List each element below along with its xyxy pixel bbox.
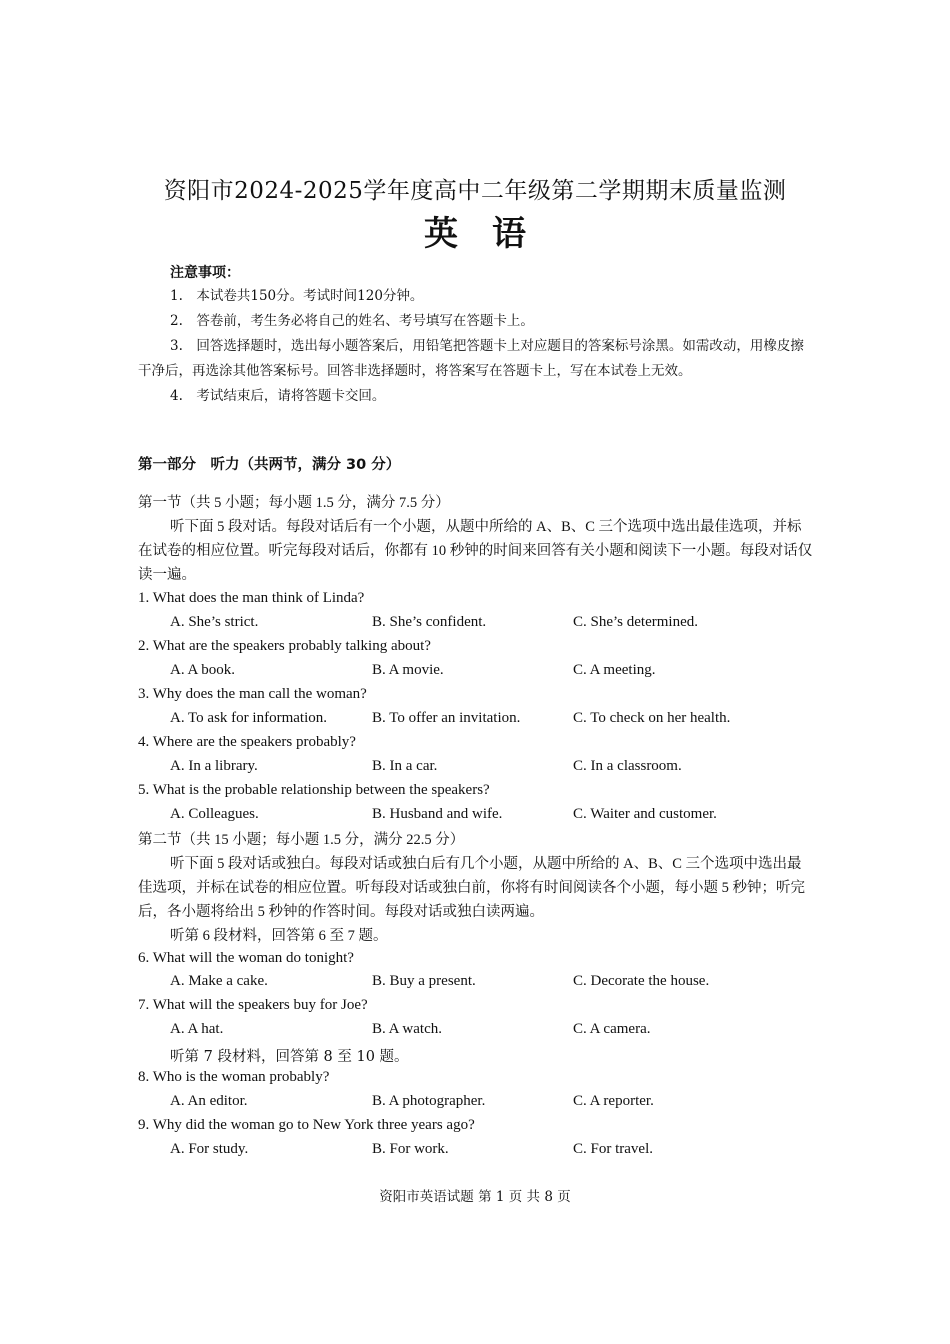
option-c: C. Waiter and customer. [573,806,717,822]
question-stem: 8. Who is the woman probably? [138,1069,330,1085]
question-stem: 3. Why does the man call the woman? [138,686,367,702]
option-c: C. A camera. [573,1021,651,1037]
option-c: C. She’s determined. [573,614,698,630]
material-7-note: 听第 7 段材料，回答第 8 至 10 题。 [170,1049,409,1065]
notice-item-2: 2. 答卷前，考生务必将自己的姓名、考号填写在答题卡上。 [170,313,534,329]
exam-subject: 英语 [424,214,560,254]
notice-item-4: 4. 考试结束后，请将答题卡交回。 [170,388,386,404]
question-stem: 6. What will the woman do tonight? [138,950,354,966]
option-a: A. A book. [170,662,236,678]
option-b: B. For work. [372,1141,449,1157]
material-6-note: 听第 6 段材料，回答第 6 至 7 题。 [170,928,388,944]
page-footer: 资阳市英语试题 第 1 页 共 8 页 [379,1189,571,1205]
question-stem: 1. What does the man think of Linda? [138,590,365,606]
option-b: B. In a car. [372,758,438,774]
question-stem: 2. What are the speakers probably talking about? [138,638,431,654]
option-b: B. A movie. [372,662,444,678]
section2-instructions: 听下面 5 段对话或独白。每段对话或独白后有几个小题，从题中所给的 A、B、C 三个选项中选出最佳选项，并标在试卷的相应位置。听每段对话或独白前，你将有时间阅读各个小题，每小题 5 秒钟；听完后，各小题将给出 5 秒钟的作答时间。每段对话或独白读两遍。 [138,856,805,920]
option-c: C. To check on her health. [573,710,731,726]
section2-heading: 第二节（共 15 小题；每小题 1.5 分，满分 22.5 分） [138,832,465,848]
notice-item-3: 3. 回答选择题时，选出每小题答案后，用铅笔把答题卡上对应题目的答案标号涂黑。如需改动，用橡皮擦干净后，再选涂其他答案标号。回答非选择题时，将答案写在答题卡上，写在本试卷上无效。 [138,338,804,379]
option-b: B. A photographer. [372,1093,486,1109]
question-stem: 5. What is the probable relationship between the speakers? [138,782,490,798]
option-b: B. Husband and wife. [372,806,503,822]
section1-block [138,491,814,587]
section1-instructions: 听下面 5 段对话。每段对话后有一个小题，从题中所给的 A、B、C 三个选项中选出最佳选项，并标在试卷的相应位置。听完每段对话后，你都有 10 秒钟的时间来回答有关小题和阅读下一小题。每段对话仅读一遍。 [138,519,813,583]
section2-block [138,828,814,948]
option-a: A. An editor. [170,1093,248,1109]
option-c: C. A reporter. [573,1093,654,1109]
option-a: A. Colleagues. [170,806,259,822]
question-stem: 7. What will the speakers buy for Joe? [138,997,368,1013]
option-b: B. Buy a present. [372,973,476,989]
option-a: A. A hat. [170,1021,224,1037]
section1-heading: 第一节（共 5 小题；每小题 1.5 分，满分 7.5 分） [138,495,450,511]
option-b: B. She’s confident. [372,614,487,630]
question-stem: 4. Where are the speakers probably? [138,734,356,750]
question-stem: 9. Why did the woman go to New York three years ago? [138,1117,475,1133]
notice-heading: 注意事项： [170,265,240,281]
exam-title: 资阳市2024-2025学年度高中二年级第二学期期末质量监测 [163,178,787,204]
option-c: C. In a classroom. [573,758,682,774]
option-b: B. To offer an invitation. [372,710,521,726]
option-b: B. A watch. [372,1021,442,1037]
option-a: A. She’s strict. [170,614,259,630]
option-a: A. Make a cake. [170,973,268,989]
option-c: C. For travel. [573,1141,653,1157]
option-a: A. In a library. [170,758,258,774]
notice-item-1: 1. 本试卷共150分。考试时间120分钟。 [170,288,424,304]
option-a: A. To ask for information. [170,710,327,726]
notice-list [138,284,814,409]
option-c: C. A meeting. [573,662,656,678]
option-c: C. Decorate the house. [573,973,710,989]
part1-heading: 第一部分 听力（共两节，满分 30 分） [138,457,401,473]
option-a: A. For study. [170,1141,249,1157]
